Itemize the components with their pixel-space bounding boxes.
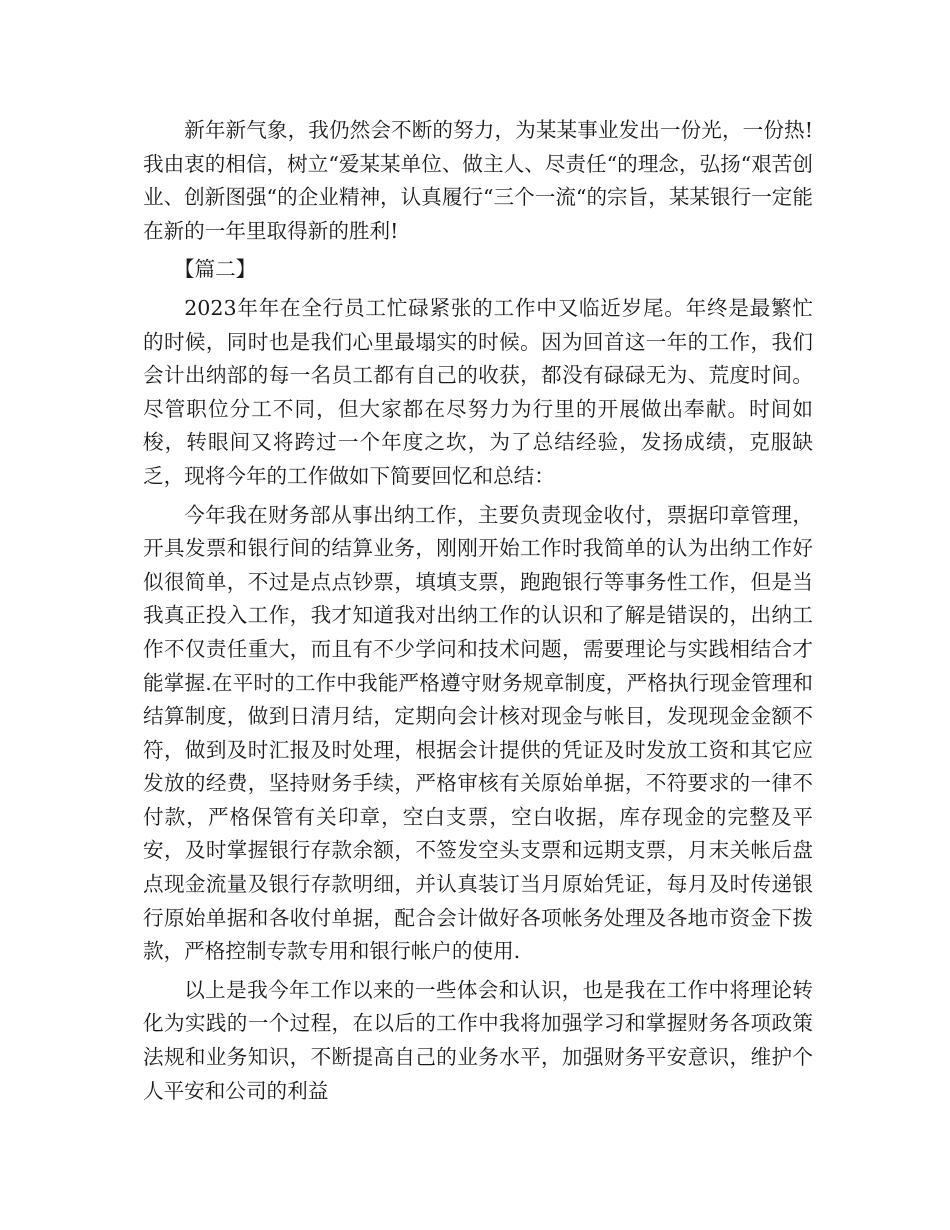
paragraph-summary-reflection: 以上是我今年工作以来的一些体会和认识，也是我在工作中将理论转化为实践的一个过程，在以后的工作中我将加强学习和掌握财务各项政策法规和业务知识，不断提高自己的业务水平，加强财务平安意识，维护个人平安和公司的利益 (143, 977, 813, 1103)
paragraph-year-end-intro: 2023年年在全行员工忙碌紧张的工作中又临近岁尾。年终是最繁忙的时候，同时也是我们心里最塌实的时候。因为回首这一年的工作，我们会计出纳部的每一名员工都有自己的收获，都没有碌碌无为、荒度时间。尽管职位分工不同，但大家都在尽努力为行里的开展做出奉献。时间如梭，转眼间又将跨过一个年度之坎，为了总结经验，发扬成绩，克服缺乏，现将今年的工作做如下简要回忆和总结： (143, 295, 813, 488)
document-body (143, 114, 813, 1113)
paragraph-new-year-closing: 新年新气象，我仍然会不断的努力，为某某事业发出一份光，一份热!我由衷的相信，树立“爱某某单位、做主人、尽责任“的理念，弘扬“艰苦创业、创新图强“的企业精神，认真履行“三个一流“的宗旨，某某银行一定能在新的一年里取得新的胜利! (143, 118, 813, 243)
section-heading-part-two: 【篇二】 (173, 257, 257, 282)
paragraph-cashier-work: 今年我在财务部从事出纳工作，主要负责现金收付，票据印章管理，开具发票和银行间的结算业务，刚刚开始工作时我简单的认为出纳工作好似很简单，不过是点点钞票，填填支票，跑跑银行等事务性工作，但是当我真正投入工作，我才知道我对出纳工作的认识和了解是错误的，出纳工作不仅责任重大，而且有不少学问和技术问题，需要理论与实践相结合才能掌握.在平时的工作中我能严格遵守财务规章制度，严格执行现金管理和结算制度，做到日清月结，定期向会计核对现金与帐目，发现现金金额不符，做到及时汇报及时处理，根据会计提供的凭证及时发放工资和其它应发放的经费，坚持财务手续，严格审核有关原始单据，不符要求的一律不付款，严格保管有关印章，空白支票，空白收据，库存现金的完整及平安，及时掌握银行存款余额，不签发空头支票和远期支票，月末关帐后盘点现金流量及银行存款明细，并认真装订当月原始凭证，每月及时传递银行原始单据和各收付单据，配合会计做好各项帐务处理及各地市资金下拨款，严格控制专款专用和银行帐户的使用. (143, 502, 813, 964)
